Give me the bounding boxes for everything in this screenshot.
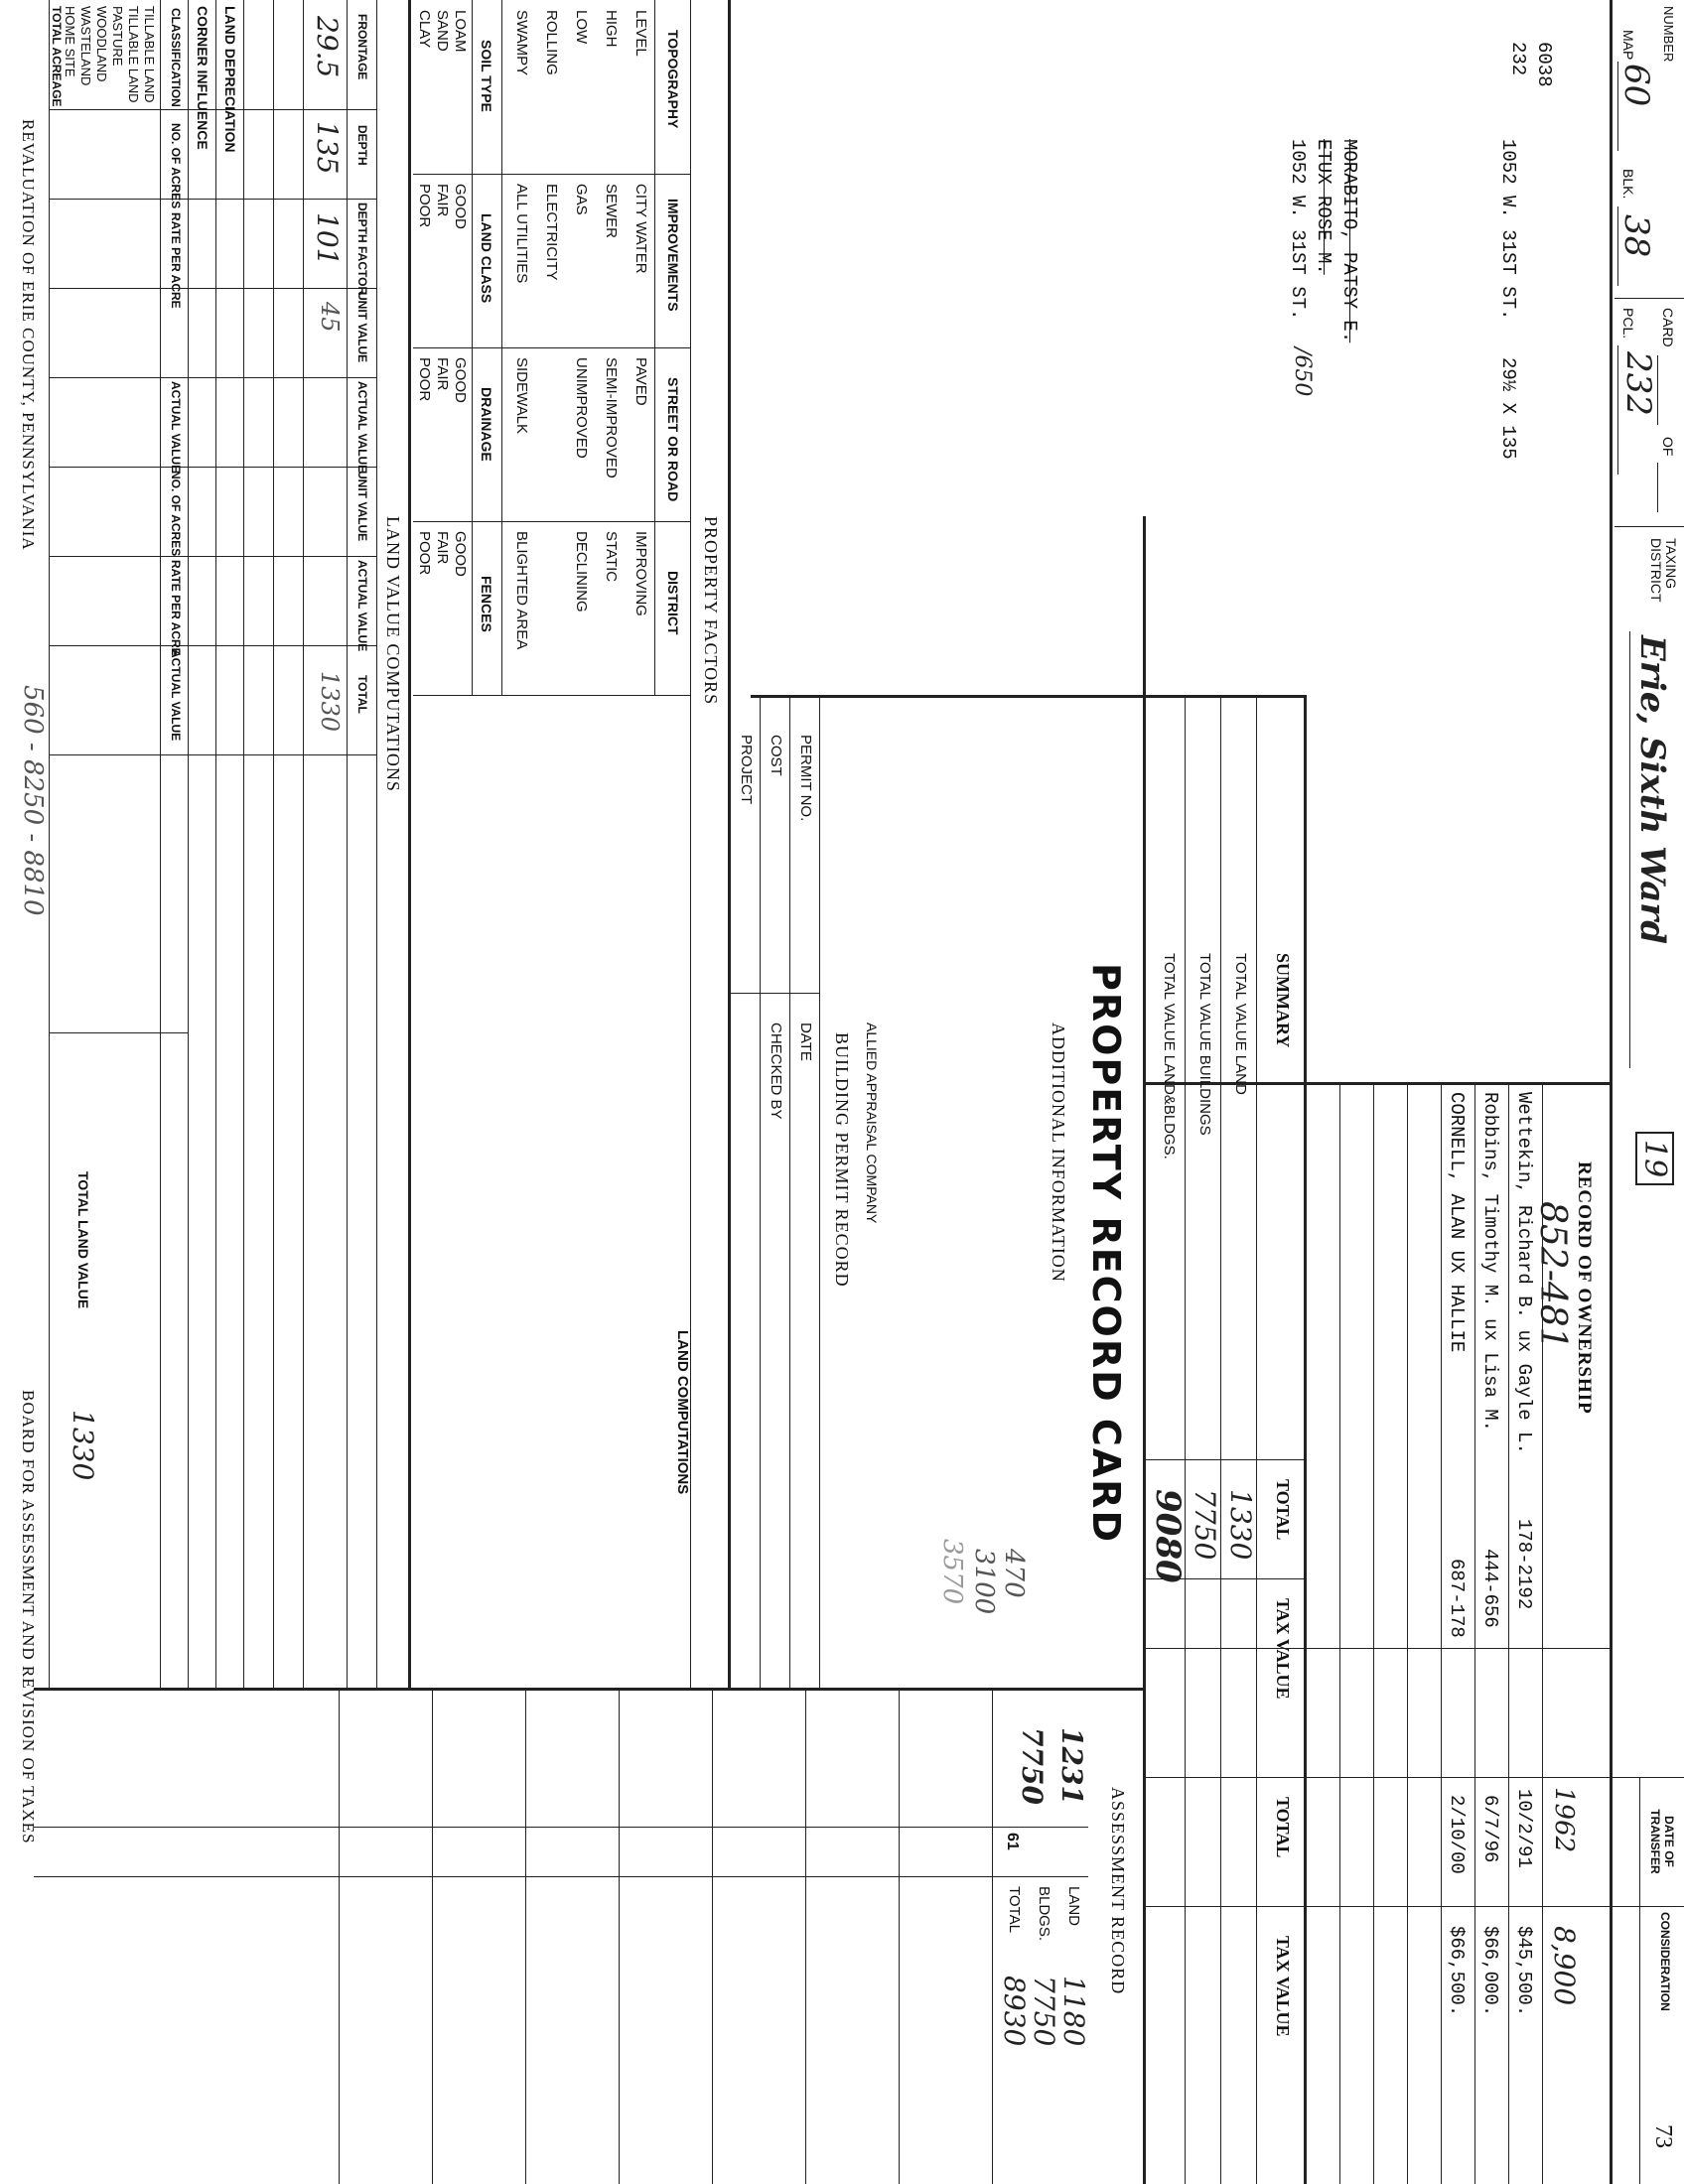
- improvements-header: IMPROVEMENTS: [665, 199, 681, 312]
- improvements-gas: GAS: [573, 184, 590, 215]
- lv-depth-factor: 101: [311, 212, 344, 266]
- ownership-row-3-name: Robbins, Timothy M. ux Lisa M.: [1479, 1092, 1501, 1433]
- improvements-sewer: SEWER: [603, 184, 620, 239]
- summary-row-buildings-total: 7750: [1189, 1489, 1221, 1561]
- street-header: STREET OR ROAD: [665, 377, 681, 502]
- fences-fair: FAIR: [434, 531, 451, 565]
- assessment-stamp-1: 1231: [1055, 1727, 1088, 1805]
- class-wasteland: WASTELAND: [78, 6, 93, 86]
- taxing-district-label: TAXING DISTRICT: [1648, 538, 1679, 603]
- summary-tax-value-header-2: TAX VALUE: [1273, 1936, 1293, 2037]
- improvements-all-utilities: ALL UTILITIES: [513, 184, 530, 284]
- ownership-row-1-date: 1962: [1549, 1787, 1579, 1853]
- acreage-header-acres-2: NO. OF ACRES: [169, 471, 183, 557]
- map-value: 60: [1616, 64, 1656, 107]
- additional-value-3: 3570: [937, 1539, 967, 1605]
- blk-value: 38: [1616, 214, 1656, 258]
- summary-tax-value-header: TAX VALUE: [1273, 1598, 1293, 1700]
- lv-header-actual-value: ACTUAL VALUE: [355, 381, 369, 474]
- pcl-value: 232: [1618, 351, 1658, 416]
- acreage-header-rate: RATE PER ACRE: [169, 212, 183, 309]
- owner-address-note: /650: [1290, 347, 1315, 397]
- permit-date-label: DATE: [797, 1023, 814, 1061]
- acreage-header-actual: ACTUAL VALUE: [169, 381, 183, 474]
- total-land-value-label: TOTAL LAND VALUE: [75, 1171, 91, 1309]
- land-class-good: GOOD: [452, 184, 469, 229]
- drainage-poor: POOR: [416, 357, 433, 402]
- class-home-site: HOME SITE: [63, 6, 77, 77]
- district-improving: IMPROVING: [632, 531, 649, 616]
- district-header: DISTRICT: [665, 571, 681, 635]
- soil-clay: CLAY: [416, 10, 433, 49]
- lv-header-total: TOTAL: [355, 675, 369, 714]
- ownership-title: RECORD OF OWNERSHIP: [1574, 1161, 1595, 1415]
- land-value-title: LAND VALUE COMPUTATIONS: [383, 516, 403, 792]
- assessment-land-value: 1180: [1057, 1976, 1090, 2047]
- land-class-fair: FAIR: [434, 184, 451, 217]
- lv-header-depth-factor: DEPTH FACTOR: [355, 203, 369, 296]
- topography-low: LOW: [573, 10, 590, 45]
- property-code-2: 232: [1507, 42, 1529, 76]
- lv-depth: 135: [311, 121, 344, 175]
- additional-value-1: 470: [999, 1549, 1029, 1598]
- summary-row-land-label: TOTAL VALUE LAND: [1232, 953, 1249, 1095]
- topography-rolling: ROLLING: [543, 10, 560, 75]
- summary-total-header-2: TOTAL: [1273, 1797, 1293, 1858]
- lv-header-actual-value-2: ACTUAL VALUE: [355, 560, 369, 652]
- assessment-title: ASSESSMENT RECORD: [1108, 1787, 1128, 1995]
- acreage-header-rate-2: RATE PER ACRE: [169, 560, 183, 656]
- ownership-row-2-name: Wettekin, Richard B. ux Gayle L.: [1513, 1092, 1535, 1454]
- appraisal-company: ALLIED APPRAISAL COMPANY: [864, 1023, 880, 1224]
- additional-value-2: 3100: [969, 1549, 999, 1615]
- street-sidewalk: SIDEWALK: [513, 357, 530, 434]
- card-label: CARD: [1660, 308, 1676, 347]
- topography-high: HIGH: [603, 10, 620, 48]
- footer-right: BOARD FOR ASSESSMENT AND REVISION OF TAXES: [19, 1390, 38, 1844]
- land-class-poor: POOR: [416, 184, 433, 228]
- property-code-1: 6038: [1533, 42, 1555, 87]
- class-tillable-1: TILLABLE LAND: [142, 6, 157, 103]
- ownership-handwritten-ref: 852-481: [1532, 1201, 1573, 1350]
- permit-no-label: PERMIT NO.: [797, 735, 814, 822]
- ownership-row-2-ref: 178-2192: [1513, 1519, 1535, 1610]
- topography-swampy: SWAMPY: [513, 10, 530, 76]
- ownership-row-4-date: 2/10/00: [1446, 1795, 1468, 1874]
- class-woodland: WOODLAND: [94, 6, 109, 82]
- lv-header-frontage: FRONTAGE: [355, 14, 369, 80]
- summary-row-total-total: 9080: [1148, 1489, 1188, 1583]
- lv-total: 1330: [316, 671, 344, 733]
- acreage-header-actual-2: ACTUAL VALUE: [169, 649, 183, 742]
- parcel-number-label: NUMBER: [1661, 6, 1676, 63]
- improvements-electricity: ELECTRICITY: [543, 184, 560, 281]
- card-title: PROPERTY RECORD CARD: [1084, 963, 1128, 1544]
- permit-checked-by-label: CHECKED BY: [768, 1023, 784, 1120]
- lv-header-unit-value: UNIT VALUE: [355, 292, 369, 363]
- drainage-header: DRAINAGE: [479, 387, 494, 462]
- soil-header: SOIL TYPE: [479, 40, 494, 112]
- class-total-acreage: TOTAL ACREAGE: [50, 6, 64, 107]
- consideration-header: CONSIDERATION: [1658, 1912, 1672, 2011]
- class-tillable-2: TILLABLE LAND: [126, 6, 141, 103]
- district-static: STATIC: [603, 531, 620, 583]
- permit-cost-label: COST: [768, 735, 784, 776]
- ownership-row-4-consideration: $66,500.: [1446, 1926, 1468, 2017]
- owner-address: 1052 W. 31ST ST.: [1287, 139, 1309, 321]
- corner-influence-label: CORNER INFLUENCE: [195, 6, 210, 150]
- street-unimproved: UNIMPROVED: [573, 357, 590, 459]
- boxed-number: 19: [1635, 1132, 1674, 1185]
- lv-unit-value: 45: [316, 302, 344, 333]
- ownership-row-2-date: 10/2/91: [1513, 1789, 1535, 1868]
- footer-handwritten: 560 - 8250 - 8810: [18, 685, 48, 916]
- assessment-bldgs-label: BLDGS.: [1036, 1886, 1052, 1942]
- drainage-good: GOOD: [452, 357, 469, 403]
- building-permit-title: BUILDING PERMIT RECORD: [832, 1032, 852, 1288]
- owner-name: MORABITO, PATSY E.: [1338, 139, 1360, 343]
- ownership-row-4-name: CORNELL, ALAN UX HALLIE: [1446, 1092, 1468, 1353]
- fences-poor: POOR: [416, 531, 433, 576]
- summary-row-land-total: 1330: [1224, 1489, 1257, 1561]
- assessment-total-label: TOTAL: [1006, 1886, 1023, 1933]
- soil-loam: LOAM: [452, 10, 469, 53]
- soil-sand: SAND: [434, 10, 451, 52]
- topography-level: LEVEL: [632, 10, 649, 57]
- card-number: 73: [1650, 2124, 1676, 2148]
- assessment-bldgs-value: 7750: [1028, 1976, 1060, 2047]
- taxing-district-value: Erie, Sixth Ward: [1632, 635, 1672, 944]
- assessment-cycle: 61: [1004, 1833, 1021, 1850]
- date-of-transfer-header: DATE OF TRANSFER: [1648, 1809, 1676, 1874]
- lot-size: 29½ X 135: [1497, 357, 1519, 460]
- ownership-row-4-ref: 687-178: [1446, 1559, 1468, 1638]
- acreage-header-acres: NO. OF ACRES: [169, 123, 183, 209]
- district-blighted-area: BLIGHTED AREA: [513, 531, 530, 650]
- summary-row-buildings-label: TOTAL VALUE BUILDINGS: [1196, 953, 1213, 1136]
- fences-header: FENCES: [479, 576, 494, 632]
- improvements-city-water: CITY WATER: [632, 184, 649, 274]
- summary-row-total-label: TOTAL VALUE LAND&BLDGS.: [1161, 953, 1178, 1160]
- assessment-stamp-2: 7750: [1016, 1727, 1049, 1805]
- additional-info-title: ADDITIONAL INFORMATION: [1049, 1023, 1068, 1283]
- ownership-row-3-date: 6/7/96: [1479, 1795, 1501, 1863]
- ownership-row-3-consideration: $66,000.: [1479, 1926, 1501, 2017]
- land-computations-label: LAND COMPUTATIONS: [674, 1330, 691, 1495]
- lv-header-depth: DEPTH: [355, 125, 369, 166]
- owner-spouse: ETUX ROSE M.: [1313, 139, 1334, 275]
- acreage-header-classification: CLASSIFICATION: [169, 8, 183, 107]
- of-label: OF: [1660, 437, 1676, 457]
- fences-good: GOOD: [452, 531, 469, 577]
- topography-header: TOPOGRAPHY: [665, 30, 681, 129]
- land-depreciation-label: LAND DEPRECIATION: [222, 6, 238, 153]
- lv-frontage: 29.5: [311, 16, 344, 78]
- permit-project-label: PROJECT: [738, 735, 755, 805]
- pcl-label: PCL.: [1620, 308, 1636, 340]
- assessment-land-label: LAND: [1065, 1886, 1082, 1927]
- property-address: 1052 W. 31ST ST.: [1497, 139, 1519, 321]
- assessment-total-value: 8930: [998, 1976, 1031, 2047]
- ownership-row-3-ref: 444-656: [1479, 1549, 1501, 1628]
- summary-total-header: TOTAL: [1273, 1479, 1293, 1541]
- street-paved: PAVED: [632, 357, 649, 406]
- district-declining: DECLINING: [573, 531, 590, 613]
- ownership-row-1-consideration: 8,900: [1548, 1926, 1581, 2006]
- summary-title: SUMMARY: [1273, 953, 1293, 1048]
- ownership-row-2-consideration: $45,500.: [1513, 1926, 1535, 2017]
- total-land-value: 1330: [67, 1410, 99, 1481]
- factors-title: PROPERTY FACTORS: [701, 516, 721, 706]
- map-label: MAP: [1620, 30, 1636, 61]
- blk-label: BLK.: [1620, 169, 1636, 200]
- drainage-fair: FAIR: [434, 357, 451, 391]
- footer-left: REVALUATION OF ERIE COUNTY, PENNSYLVANIA: [19, 119, 38, 551]
- street-semi-improved: SEMI-IMPROVED: [603, 357, 620, 478]
- lv-header-unit-value-2: UNIT VALUE: [355, 471, 369, 542]
- class-pasture: PASTURE: [110, 6, 125, 67]
- land-class-header: LAND CLASS: [479, 213, 494, 304]
